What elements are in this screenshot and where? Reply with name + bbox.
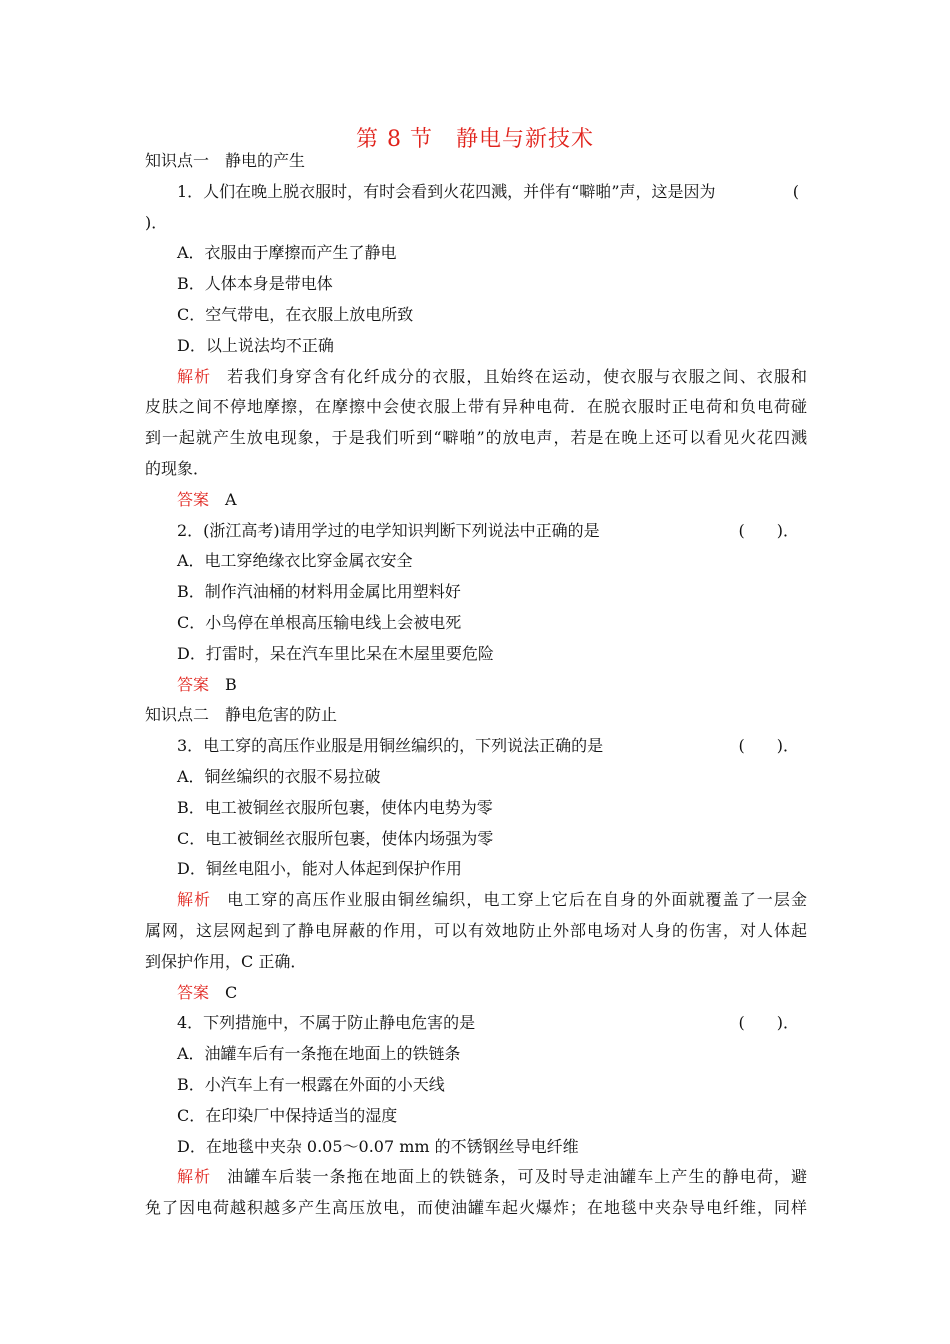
answer-label: 答案	[177, 674, 210, 694]
document-body	[145, 146, 807, 1224]
question-3-answer	[145, 978, 807, 1009]
question-3-stem	[145, 731, 807, 762]
question-4-option-b: B．小汽车上有一根露在外面的小天线	[177, 1074, 445, 1094]
topic-heading-1: 知识点一 静电的产生	[145, 151, 306, 170]
analysis-label: 解析	[177, 366, 212, 386]
question-1-option-b: B．人体本身是带电体	[177, 274, 333, 294]
question-4-option-a: A．油罐车后有一条拖在地面上的铁链条	[177, 1044, 461, 1064]
question-1-option-d: D．以上说法均不正确	[177, 335, 334, 355]
question-4-option-d: D．在地毯中夹杂 0.05～0.07 mm 的不锈钢丝导电纤维	[177, 1136, 579, 1156]
question-4-analysis-line: 解析 油罐车后装一条拖在地面上的铁链条，可及时导走油罐车上产生的静电荷，避	[177, 1167, 807, 1187]
question-2-answer	[145, 670, 807, 701]
question-4-blank: ( )．	[738, 1013, 799, 1033]
question-3-option-a: A．铜丝编织的衣服不易拉破	[177, 766, 381, 786]
question-2-option-d: D．打雷时，呆在汽车里比呆在木屋里要危险	[177, 643, 494, 663]
question-3-analysis-line: 属网，这层网起到了静电屏蔽的作用，可以有效地防止外部电场对人身的伤害，对人体起	[145, 920, 807, 940]
question-2-option-a: A．电工穿绝缘衣比穿金属衣安全	[177, 551, 413, 571]
analysis-label: 解析	[177, 1167, 212, 1187]
question-1-stem	[145, 177, 807, 208]
answer-value: B	[225, 674, 237, 694]
question-1-option-c: C．空气带电，在衣服上放电所致	[177, 304, 414, 324]
question-3-analysis-line: 解析 电工穿的高压作业服由铜丝编织，电工穿上它后在自身的外面就覆盖了一层金	[177, 890, 807, 910]
answer-label: 答案	[177, 982, 210, 1002]
question-1-text: 1．人们在晚上脱衣服时，有时会看到火花四溅，并伴有“噼啪”声，这是因为	[177, 181, 716, 201]
question-2-stem	[145, 516, 807, 547]
analysis-label: 解析	[177, 890, 212, 910]
question-3-option-d: D．铜丝电阻小，能对人体起到保护作用	[177, 859, 462, 879]
question-3-analysis-line: 到保护作用，C 正确．	[145, 951, 307, 971]
question-1-analysis-line: 解析 若我们身穿含有化纤成分的衣服，且始终在运动，使衣服与衣服之间、衣服和	[177, 366, 807, 386]
question-4-analysis-line: 免了因电荷越积越多产生高压放电，而使油罐车起火爆炸；在地毯中夹杂导电纤维，同样	[145, 1198, 807, 1218]
question-2-option-b: B．制作汽油桶的材料用金属比用塑料好	[177, 582, 461, 602]
question-2-option-c: C．小鸟停在单根高压输电线上会被电死	[177, 612, 462, 632]
question-1-stem-end: )．	[145, 212, 168, 232]
question-1-option-a: A．衣服由于摩擦而产生了静电	[177, 243, 397, 263]
question-1-analysis-line: 皮肤之间不停地摩擦，在摩擦中会使衣服上带有异种电荷．在脱衣服时正电荷和负电荷碰	[145, 397, 807, 417]
topic-heading-2: 知识点二 静电危害的防止	[145, 705, 338, 725]
question-3-option-b: B．电工被铜丝衣服所包裹，使体内电势为零	[177, 797, 493, 817]
answer-value: C	[225, 982, 238, 1002]
question-3-blank: ( )．	[738, 736, 799, 756]
question-2-text: 2．(浙江高考)请用学过的电学知识判断下列说法中正确的是	[177, 520, 600, 540]
question-1-analysis-line: 的现象．	[145, 458, 210, 478]
question-4-text: 4．下列措施中，不属于防止静电危害的是	[177, 1013, 476, 1033]
page-title: 第 8 节 静电与新技术	[356, 127, 594, 152]
question-1-paren-open: (	[792, 181, 799, 201]
answer-label: 答案	[177, 489, 210, 509]
question-4-stem	[145, 1008, 807, 1039]
question-2-blank: ( )．	[738, 520, 799, 540]
question-3-option-c: C．电工被铜丝衣服所包裹，使体内场强为零	[177, 828, 494, 848]
answer-value: A	[225, 489, 237, 509]
question-4-option-c: C．在印染厂中保持适当的湿度	[177, 1105, 398, 1125]
question-1-analysis-line: 到一起就产生放电现象，于是我们听到“噼啪”的放电声，若是在晚上还可以看见火花四溅	[145, 428, 807, 448]
question-3-text: 3．电工穿的高压作业服是用铜丝编织的，下列说法正确的是	[177, 736, 604, 756]
question-1-answer	[145, 485, 807, 516]
